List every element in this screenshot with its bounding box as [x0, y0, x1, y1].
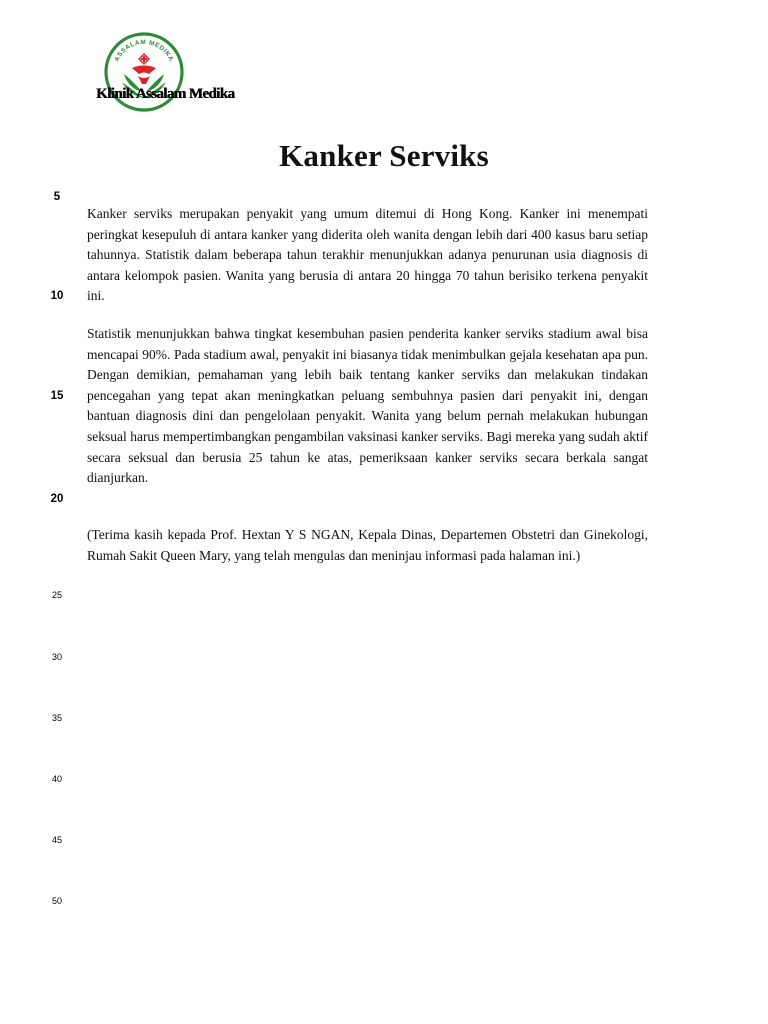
line-number: 25 [51, 590, 62, 600]
clinic-logo [94, 30, 234, 116]
line-number: 35 [51, 713, 62, 723]
line-number: 20 [50, 493, 64, 505]
logo-caption: Klinik Assalam Medika [96, 86, 235, 102]
body-paragraph-1: Kanker serviks merupakan penyakit yang umum ditemui di Hong Kong. Kanker ini menempati peringkat kesepuluh di antara kanker yang diderita oleh wanita dengan lebih dari 400 kasus baru setiap tahunnya. Statistik dalam beberapa tahun terakhir menunjukkan adanya penurunan usia diagnosis di antara kelompok pasien. Wanita yang berusia di antara 20 hingga 70 tahun berisiko terkena penyakit ini. [87, 206, 648, 304]
acknowledgement-paragraph: (Terima kasih kepada Prof. Hextan Y S NGAN, Kepala Dinas, Departemen Obstetri dan Ginekologi, Rumah Sakit Queen Mary, yang telah mengulas dan meninjau informasi pada halaman ini.) [87, 527, 648, 563]
line-number: 15 [50, 390, 64, 402]
logo-arc-text: ASSALAM MEDIKA [113, 38, 175, 63]
line-number: 5 [53, 191, 61, 203]
line-number: 10 [50, 290, 64, 302]
line-number: 40 [51, 774, 62, 784]
line-number: 45 [51, 835, 62, 845]
line-number: 50 [51, 896, 62, 906]
body-paragraph-2: Statistik menunjukkan bahwa tingkat kesembuhan pasien penderita kanker serviks stadium awal bisa mencapai 90%. Pada stadium awal, penyakit ini biasanya tidak menimbulkan gejala kesehatan apa pun. Dengan demikian, pemahaman yang lebih baik tentang kanker serviks dan melakukan tindakan pencegahan yang tepat akan meningkatkan peluang sembuhnya pasien dari penyakit ini, dengan bantuan diagnosis dini dan pengelolaan penyakit. Wanita yang belum pernah melakukan hubungan seksual harus mempertimbangkan pengambilan vaksinasi kanker serviks. Bagi mereka yang sudah aktif secara seksual dan berusia 25 tahun ke atas, pemeriksaan kanker serviks secara berkala sangat dianjurkan. [87, 326, 648, 486]
page-title: Kanker Serviks [279, 138, 489, 173]
line-number: 30 [51, 652, 62, 662]
